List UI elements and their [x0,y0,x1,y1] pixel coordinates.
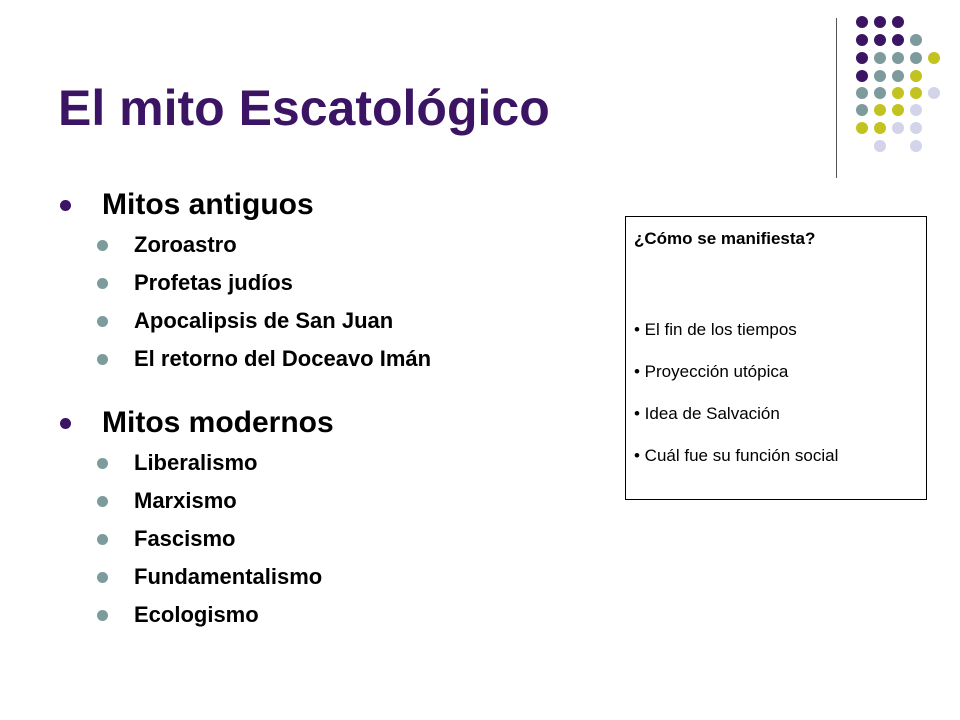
dot-16 [910,70,922,82]
slide-title: El mito Escatológico [58,80,550,136]
list-item-text: Fascismo [134,526,236,551]
dot-30 [874,140,886,152]
list-item-text: Liberalismo [134,450,258,475]
list-item [60,444,620,482]
dot-22 [856,104,868,116]
dot-1 [856,16,868,28]
list-item [60,558,620,596]
list-item-text: Profetas judíos [134,270,293,295]
dot-21 [928,87,940,99]
dot-31 [910,140,922,152]
list-item [60,302,620,340]
dot-17 [856,87,868,99]
dot-23 [874,104,886,116]
bullet-icon [97,278,108,289]
dot-2 [874,16,886,28]
section-heading-text: Mitos modernos [102,406,334,439]
section-heading [60,402,620,444]
bullet-icon [60,200,71,211]
list-item-text: El retorno del Doceavo Imán [134,346,432,371]
bullet-icon [60,418,71,429]
list-item [60,264,620,302]
section-ancient-myths [60,184,620,378]
dot-29 [910,122,922,134]
dot-8 [856,52,868,64]
list-item [60,520,620,558]
bullet-outline [60,184,620,658]
list-item-text: Fundamentalismo [134,564,323,589]
dot-10 [892,52,904,64]
dot-13 [856,70,868,82]
dot-26 [856,122,868,134]
dot-15 [892,70,904,82]
dot-25 [910,104,922,116]
dot-24 [892,104,904,116]
bullet-icon [97,354,108,365]
dot-3 [892,16,904,28]
dot-27 [874,122,886,134]
dot-19 [892,87,904,99]
manifestation-textbox [625,216,927,500]
bullet-icon [97,458,108,469]
dot-11 [910,52,922,64]
section-modern-myths [60,402,620,634]
dot-4 [856,34,868,46]
list-item [60,340,620,378]
list-item-text: Marxismo [134,488,237,513]
bullet-icon [97,534,108,545]
textbox-item: • Cuál fue su función social [634,446,839,465]
section-heading-text: Mitos antiguos [102,188,314,221]
dot-20 [910,87,922,99]
vertical-divider-line [836,18,837,178]
list-item [60,226,620,264]
list-item [60,482,620,520]
dot-18 [874,87,886,99]
dot-7 [910,34,922,46]
dot-6 [892,34,904,46]
dot-12 [928,52,940,64]
bullet-icon [97,610,108,621]
bullet-icon [97,240,108,251]
list-item [60,596,620,634]
list-item-text: Apocalipsis de San Juan [134,308,394,333]
textbox-item: • El fin de los tiempos [634,320,797,339]
bullet-icon [97,316,108,327]
dot-14 [874,70,886,82]
textbox-heading: ¿Cómo se manifiesta? [634,229,816,248]
list-item-text: Zoroastro [134,232,237,257]
section-heading [60,184,620,226]
bullet-icon [97,496,108,507]
dot-28 [892,122,904,134]
dot-5 [874,34,886,46]
bullet-icon [97,572,108,583]
list-item-text: Ecologismo [134,602,259,627]
textbox-item: • Proyección utópica [634,362,789,381]
textbox-item: • Idea de Salvación [634,404,780,423]
dot-9 [874,52,886,64]
